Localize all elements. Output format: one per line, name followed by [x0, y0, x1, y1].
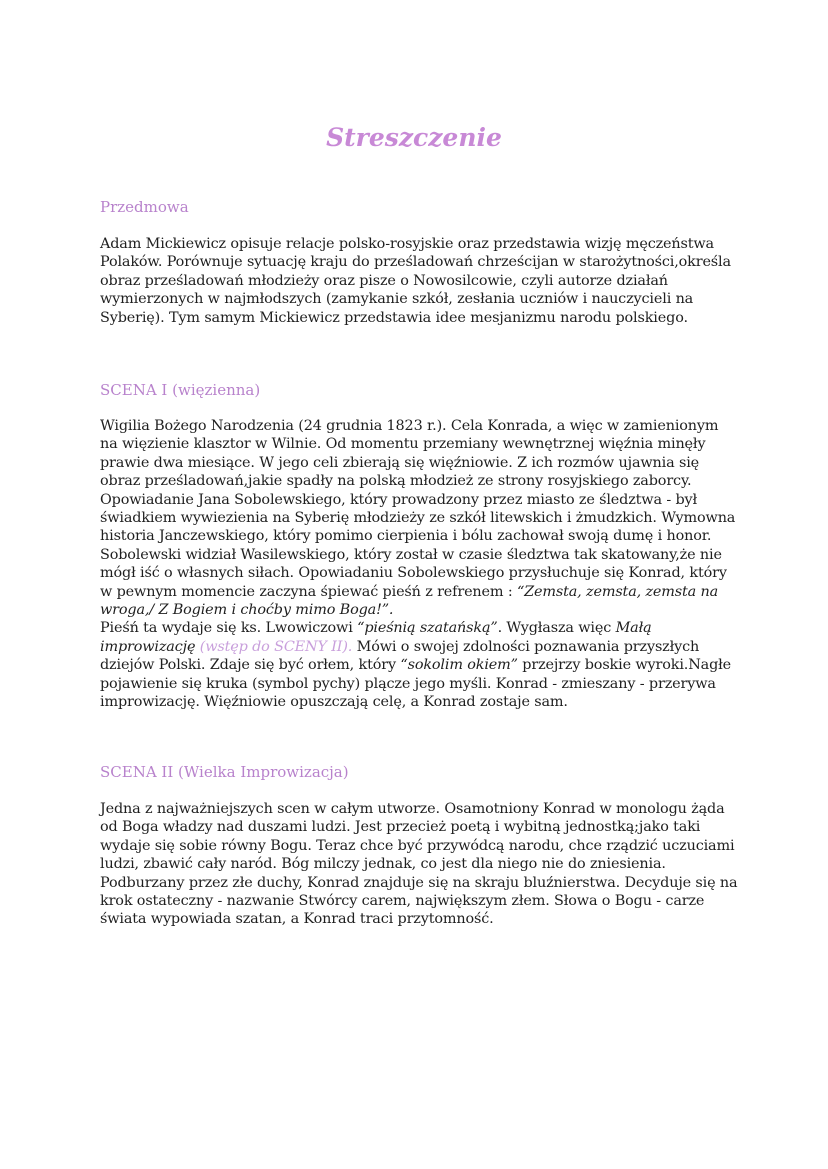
page-title: Streszczenie — [326, 123, 502, 152]
text-run: Mówi o swojej zdolności poznawania przyszłych dziejów Polski. Zdaje się być orłem, który — [100, 638, 700, 674]
paragraph-scena-1-b — [100, 619, 740, 711]
quote-zemsta: “Zemsta, zemsta, zemsta na wroga,/ Z Bogiem i choćby mimo Boga!”. — [100, 583, 719, 619]
text-run: przejrzy boskie wyroki.Nagłe pojawienie się kruka (symbol pychy) plącze jego myśli. Konrad - zmieszany - przerywa improwizację. Więźniowie opuszczają celę, a Konrad zostaje sam. — [100, 657, 732, 711]
paragraph-scena-2-a: Jedna z najważniejszych scen w całym utworze. Osamotniony Konrad w monologu żąda od Boga władzy nad duszami ludzi. Jest przecież poetą i wybitną jednostką;jako taki wydaje się sobie równy Bogu. Teraz chce być przywódcą narodu, chce rządzić uczuciami ludzi, zbawić cały naród. Bóg milczy jednak, co jest dla niego nie do zniesienia. — [100, 801, 735, 873]
paragraph-przedmowa: Adam Mickiewicz opisuje relacje polsko-rosyjskie oraz przedstawia wizję męczeństwa Polaków. Porównuje sytuację kraju do prześladowań chrześcijan w starożytności,określa obraz prześladowań młodzieży oraz pisze o Nowosilcowie, czyli autorze działań wymierzonych w najmłodszych (zamykanie szkół, zesłania uczniów i nauczycieli na Syberię). Tym samym Mickiewicz przedstawia idee mesjanizmu narodu polskiego. — [100, 236, 731, 326]
text-run: Wigilia Bożego Narodzenia (24 grudnia 1823 r.). Cela Konrada, a więc w zamienionym na więzienie klasztor w Wilnie. Od momentu przemiany wewnętrznej więźnia minęły prawie dwa miesiące. W jego celi zbierają się więźniowie. Z ich rozmów ujawnia się obraz prześladowań,jakie spadły na polską młodzież ze strony rosyjskiego zaborcy. Opowiadanie Jana Sobolewskiego, który prowadzony przez miasto ze śledztwa - był świadkiem wywiezienia na Syberię młodzieży ze szkół litewskich i żmudzkich. Wymowna historia Janczewskiego, który pomimo cierpienia i bólu zachował swoją dumę i honor. Sobolewski widział Wasilewskiego, który został w czasie śledztwa tak skatowany,że nie mógł iść o własnych siłach. Opowiadaniu Sobolewskiego przysłuchuje się Konrad, który w pewnym momencie zaczyna śpiewać pieśń z refrenem : — [100, 418, 736, 600]
text-run: . Wygłasza więc — [497, 620, 616, 637]
paragraph-scena-2-b: Podburzany przez złe duchy, Konrad znajduje się na skraju bluźnierstwa. Decyduje się na krok ostateczny - nazwanie Stwórcy carem, największym złem. Słowa o Bogu - carze świata wypowiada szatan, a Konrad traci przytomność. — [100, 874, 738, 928]
mala-improwizacja: Małą improwizację — [100, 620, 652, 655]
heading-scena-1: SCENA I (więzienna) — [100, 381, 261, 399]
quote-piesn-szatanska: “pieśnią szatańską” — [357, 620, 498, 637]
paragraph-scena-1-a — [100, 417, 740, 619]
heading-przedmowa: Przedmowa — [100, 198, 189, 216]
heading-scena-2: SCENA II (Wielka Improwizacja) — [100, 763, 349, 781]
quote-sokolim-okiem: “sokolim okiem” — [400, 657, 518, 674]
text-run: Pieśń ta wydaje się ks. Lwowiczowi — [100, 620, 358, 637]
section-scena-1 — [100, 380, 740, 712]
note-wstep: (wstęp do SCENY II). — [195, 638, 353, 655]
section-scena-2 — [100, 762, 740, 929]
section-przedmowa — [100, 197, 740, 327]
